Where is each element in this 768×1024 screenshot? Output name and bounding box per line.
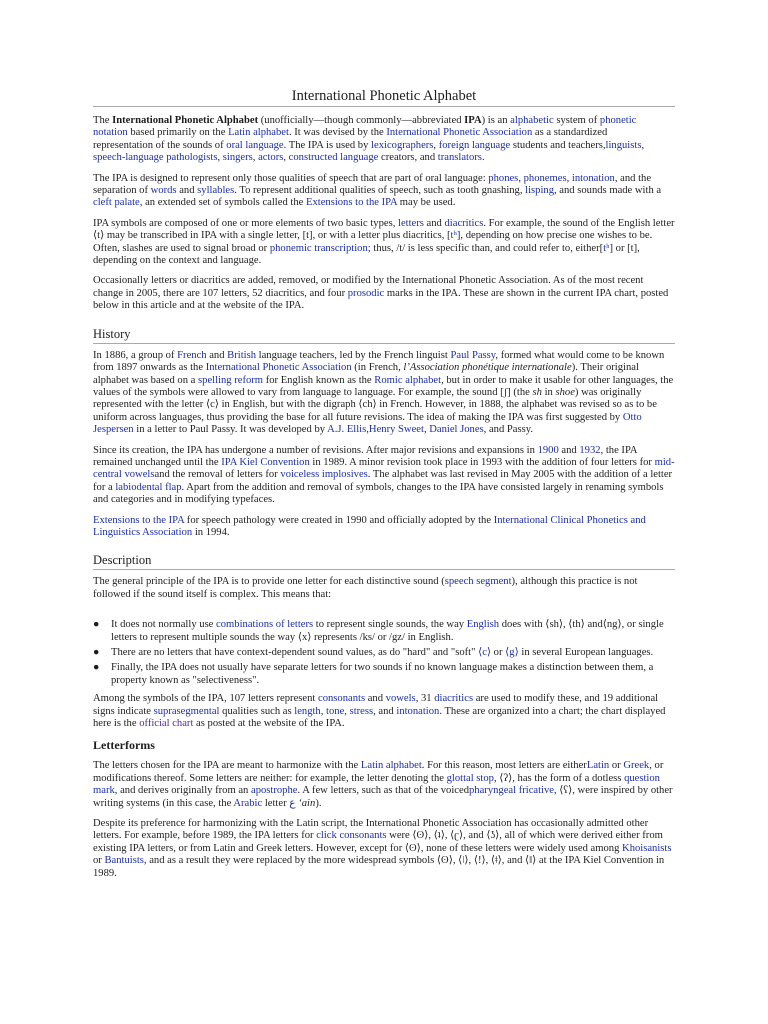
intro-paragraph-2: The IPA is designed to represent only those qualities of speech that are part of oral language: phones, phonemes, intonation, and the separation of words and syllables. To represent additional qualities of speech, such as tooth gnashing, lisping, and sounds made with a cleft palate, an extended set of symbols called the Extensions to the IPA may be used. bbox=[93, 172, 662, 209]
intro-paragraph-3: IPA symbols are composed of one or more elements of two basic types, letters and diacritics. For example, the sound of the English letter ⟨t⟩ may be transcribed in IPA with a single letter, [t], or with a letter plus diacritics, [tʰ], depending on how precise one wishes to be. Often, slashes are used to signal broad or phonemic transcription; thus, /t/ is less specific than, and could refer to, either[tʰ] or [t], depending on the context and language. bbox=[93, 217, 675, 267]
link-voiceless-implosives[interactable]: voiceless implosives bbox=[280, 469, 368, 481]
letterforms-paragraph-1: The letters chosen for the IPA are meant to harmonize with the Latin alphabet. For this reason, most letters are eitherLatin or Greek, or modifications thereof. Some letters are neither: for example, the letter denoting the glottal stop, ⟨ʔ⟩, has the form of a dotless question mark, and derives originally from an apostrophe. A few letters, such as that of the voicedpharyngeal fricative, ⟨ʕ⟩, were inspired by other writing systems (in this case, the Arabic letter ع ‘ain). bbox=[93, 760, 673, 809]
link-intonation-2[interactable]: intonation bbox=[396, 705, 440, 717]
link-french[interactable]: French bbox=[177, 349, 207, 361]
link-labiodental-flap[interactable]: labiodental flap bbox=[115, 481, 182, 493]
description-paragraph-2: Among the symbols of the IPA, 107 letters represent consonants and vowels, 31 diacritics are used to modify these, and 19 additional signs indicate suprasegmental qualities such as length, tone, stress, and intonation. These are organized into a chart; the chart displayed here is the official chart as posted at the website of the IPA. bbox=[93, 693, 666, 730]
section-heading-description: Description bbox=[93, 553, 675, 570]
link-icpla[interactable]: International Clinical Phonetics and Linguistics Association bbox=[93, 514, 646, 538]
intro-paragraph-4: Occasionally letters or diacritics are added, removed, or modified by the International Phonetic Association. As of the most recent change in 2005, there are 107 letters, 52 diacritics, and four prosodic marks in the IPA. These are shown in the current IPA chart, posted below in this article and at the website of the IPA. bbox=[93, 275, 669, 312]
link-aj-ellis[interactable]: A.J. Ellis bbox=[327, 424, 367, 436]
link-1900[interactable]: 1900 bbox=[537, 444, 559, 456]
link-speech-language-pathologists[interactable]: speech-language pathologists bbox=[93, 152, 218, 164]
link-consonants[interactable]: consonants bbox=[318, 693, 366, 705]
link-extensions-to-the-ipa[interactable]: Extensions to the IPA bbox=[305, 197, 398, 209]
link-letters[interactable]: letters bbox=[398, 217, 424, 229]
link-khoisanists[interactable]: Khoisanists bbox=[622, 842, 672, 854]
history-paragraph-3: Extensions to the IPA for speech pathology were created in 1990 and officially adopted by the International Clinical Phonetics and Linguistics Association in 1994. bbox=[93, 514, 646, 538]
link-syllables[interactable]: syllables bbox=[197, 185, 235, 197]
link-british[interactable]: British bbox=[227, 349, 257, 361]
list-item: ● There are no letters that have context-dependent sound values, as do "hard" and "soft" ⟨c⟩ or ⟨g⟩ in several European languages. bbox=[93, 647, 654, 658]
link-arabic[interactable]: Arabic bbox=[233, 797, 263, 809]
link-bantuists[interactable]: Bantuists bbox=[104, 855, 144, 867]
link-henry-sweet[interactable]: Henry Sweet bbox=[368, 424, 424, 436]
link-alphabetic[interactable]: alphabetic bbox=[510, 115, 554, 126]
link-ipa-kiel-convention[interactable]: IPA Kiel Convention bbox=[221, 456, 310, 468]
link-suprasegmental[interactable]: suprasegmental bbox=[153, 705, 220, 717]
link-lisping[interactable]: lisping bbox=[525, 185, 554, 197]
bullet-icon: ● bbox=[93, 647, 100, 658]
link-constructed-language[interactable]: constructed language bbox=[288, 152, 379, 164]
link-speech-segment[interactable]: speech segment bbox=[444, 576, 512, 588]
section-heading-history: History bbox=[93, 327, 675, 344]
link-international-phonetic-association-2[interactable]: International Phonetic Association bbox=[205, 362, 352, 374]
link-length[interactable]: length bbox=[294, 705, 321, 717]
link-daniel-jones[interactable]: Daniel Jones bbox=[429, 424, 484, 436]
link-tone[interactable]: tone bbox=[326, 705, 345, 717]
link-greek[interactable]: Greek bbox=[623, 760, 650, 772]
link-translators[interactable]: translators bbox=[437, 152, 482, 164]
link-spelling-reform[interactable]: spelling reform bbox=[198, 374, 264, 386]
description-paragraph-1: The general principle of the IPA is to provide one letter for each distinctive sound (speech segment), although this practice is not followed if the sound itself is complex. This means that: bbox=[93, 576, 638, 600]
link-latin-alphabet-2[interactable]: Latin alphabet bbox=[360, 760, 422, 772]
link-english[interactable]: English bbox=[466, 619, 500, 631]
link-lexicographers[interactable]: lexicographers bbox=[371, 139, 434, 151]
link-ain-letter[interactable]: ع bbox=[289, 797, 296, 809]
link-foreign-language[interactable]: foreign language bbox=[438, 139, 511, 151]
link-actors[interactable]: actors bbox=[258, 152, 284, 164]
link-latin[interactable]: Latin bbox=[586, 760, 610, 772]
link-diacritics-2[interactable]: diacritics bbox=[434, 693, 474, 705]
intro-paragraph-1: The International Phonetic Alphabet (unofficially—though commonly—abbreviated IPA) is an alphabetic system of phonetic notation based primarily on the Latin alphabet. It was devised by the International Phonetic Association as a standardized representation of the sounds of oral language. The IPA is used by lexicographers, foreign language students and teachers,linguists, speech-language pathologists, singers, actors, constructed language creators, and translators. bbox=[93, 115, 645, 164]
link-diacritics[interactable]: diacritics bbox=[444, 217, 484, 229]
link-paul-passy[interactable]: Paul Passy bbox=[450, 349, 496, 361]
link-official-chart[interactable]: official chart bbox=[139, 718, 194, 730]
link-hard-soft-c[interactable]: ⟨c⟩ bbox=[478, 647, 492, 658]
link-aspirated-t-2[interactable]: tʰ bbox=[603, 242, 610, 254]
link-latin-alphabet[interactable]: Latin alphabet bbox=[228, 127, 289, 139]
letterforms-paragraph-2: Despite its preference for harmonizing with the Latin script, the International Phonetic Association has occasionally admitted other letters. For example, before 1989, the IPA letters for click consonants were ⟨ʘ⟩, ⟨ʇ⟩, ⟨ʗ⟩, and ⟨ʖ⟩, all of which were derived either from existing IPA letters, or from Latin and Greek letters. However, except for ⟨ʘ⟩, none of these letters were widely used among Khoisanists or Bantuists, and as a result they were replaced by the more widespread symbols ⟨ʘ⟩, ⟨ǀ⟩, ⟨ǃ⟩, ⟨ǂ⟩, and ⟨ǁ⟩ at the IPA Kiel Convention in 1989. bbox=[93, 818, 672, 879]
link-linguists[interactable]: linguists bbox=[605, 139, 642, 151]
bullet-icon: ● bbox=[93, 662, 100, 674]
link-phonetic-notation[interactable]: phonetic notation bbox=[93, 115, 637, 139]
link-pharyngeal-fricative[interactable]: pharyngeal fricative bbox=[469, 785, 554, 797]
link-phones[interactable]: phones bbox=[488, 172, 519, 184]
link-words[interactable]: words bbox=[150, 185, 177, 197]
link-otto-jespersen[interactable]: Otto Jespersen bbox=[93, 411, 642, 436]
list-item: ● Finally, the IPA does not usually have separate letters for two sounds if no known language makes a distinction between them, a property known as "selectiveness". bbox=[93, 662, 654, 686]
link-international-phonetic-association[interactable]: International Phonetic Association bbox=[386, 127, 533, 139]
link-oral-language[interactable]: oral language bbox=[226, 139, 284, 151]
link-apostrophe[interactable]: apostrophe bbox=[251, 785, 298, 797]
link-stress[interactable]: stress bbox=[349, 705, 374, 717]
link-1932[interactable]: 1932 bbox=[579, 444, 601, 456]
link-combinations-of-letters[interactable]: combinations of letters bbox=[216, 619, 314, 631]
history-paragraph-2: Since its creation, the IPA has undergone a number of revisions. After major revisions and expansions in 1900 and 1932, the IPA remained unchanged until the IPA Kiel Convention in 1989. A minor revision took place in 1993 with the addition of four letters for mid-central vowelsand the removal of letters for voiceless implosives. The alphabet was last revised in May 2005 with the addition of a letter for a labiodental flap. Apart from the addition and removal of symbols, changes to the IPA have consisted largely in renaming symbols and categories and in modifying typefaces. bbox=[93, 444, 675, 506]
link-mid-central-vowels[interactable]: mid-central vowels bbox=[93, 456, 675, 481]
link-hard-soft-g[interactable]: ⟨g⟩ bbox=[505, 647, 519, 658]
principles-list bbox=[93, 619, 675, 687]
page-title: International Phonetic Alphabet bbox=[93, 88, 675, 107]
link-romic-alphabet[interactable]: Romic alphabet bbox=[374, 374, 442, 386]
article bbox=[93, 88, 675, 880]
link-phonemes[interactable]: phonemes bbox=[523, 172, 567, 184]
history-paragraph-1: In 1886, a group of French and British language teachers, led by the French linguist Paul Passy, formed what would come to be known from 1897 onwards as the International Phonetic Association (in French, l’Association phonétique internationale). Their original alphabet was based on a spelling reform for English known as the Romic alphabet, but in order to make it usable for other languages, the values of the symbols were allowed to vary from language to language. For example, the sound [ʃ] (the sh in shoe) was originally represented with the letter ⟨c⟩ in English, but with the digraph ⟨ch⟩ in French. However, in 1888, the alphabet was revised so as to be uniform across languages, thus providing the base for all future revisions. The idea of making the IPA was first suggested by Otto Jespersen in a letter to Paul Passy. It was developed by A.J. Ellis,Henry Sweet, Daniel Jones, and Passy. bbox=[93, 349, 674, 436]
list-item: ● It does not normally use combinations of letters to represent single sounds, the way English does with ⟨sh⟩, ⟨th⟩ and⟨ng⟩, or single letters to represent multiple sounds the way ⟨x⟩ represents /ks/ or /gz/ in English. bbox=[93, 619, 664, 643]
link-intonation[interactable]: intonation bbox=[571, 172, 615, 184]
link-glottal-stop[interactable]: glottal stop bbox=[446, 772, 494, 784]
link-question-mark[interactable]: question mark bbox=[93, 772, 660, 797]
link-extensions-to-the-ipa-2[interactable]: Extensions to the IPA bbox=[93, 514, 185, 526]
link-aspirated-t[interactable]: tʰ bbox=[450, 230, 457, 242]
link-singers[interactable]: singers bbox=[222, 152, 253, 164]
link-prosodic[interactable]: prosodic bbox=[347, 287, 385, 299]
link-cleft-palate[interactable]: cleft palate bbox=[93, 197, 140, 209]
section-heading-letterforms: Letterforms bbox=[93, 738, 155, 753]
link-vowels[interactable]: vowels bbox=[385, 693, 416, 705]
link-phonemic-transcription[interactable]: phonemic transcription bbox=[269, 242, 368, 254]
bullet-icon: ● bbox=[93, 619, 100, 631]
link-click-consonants[interactable]: click consonants bbox=[316, 830, 387, 842]
